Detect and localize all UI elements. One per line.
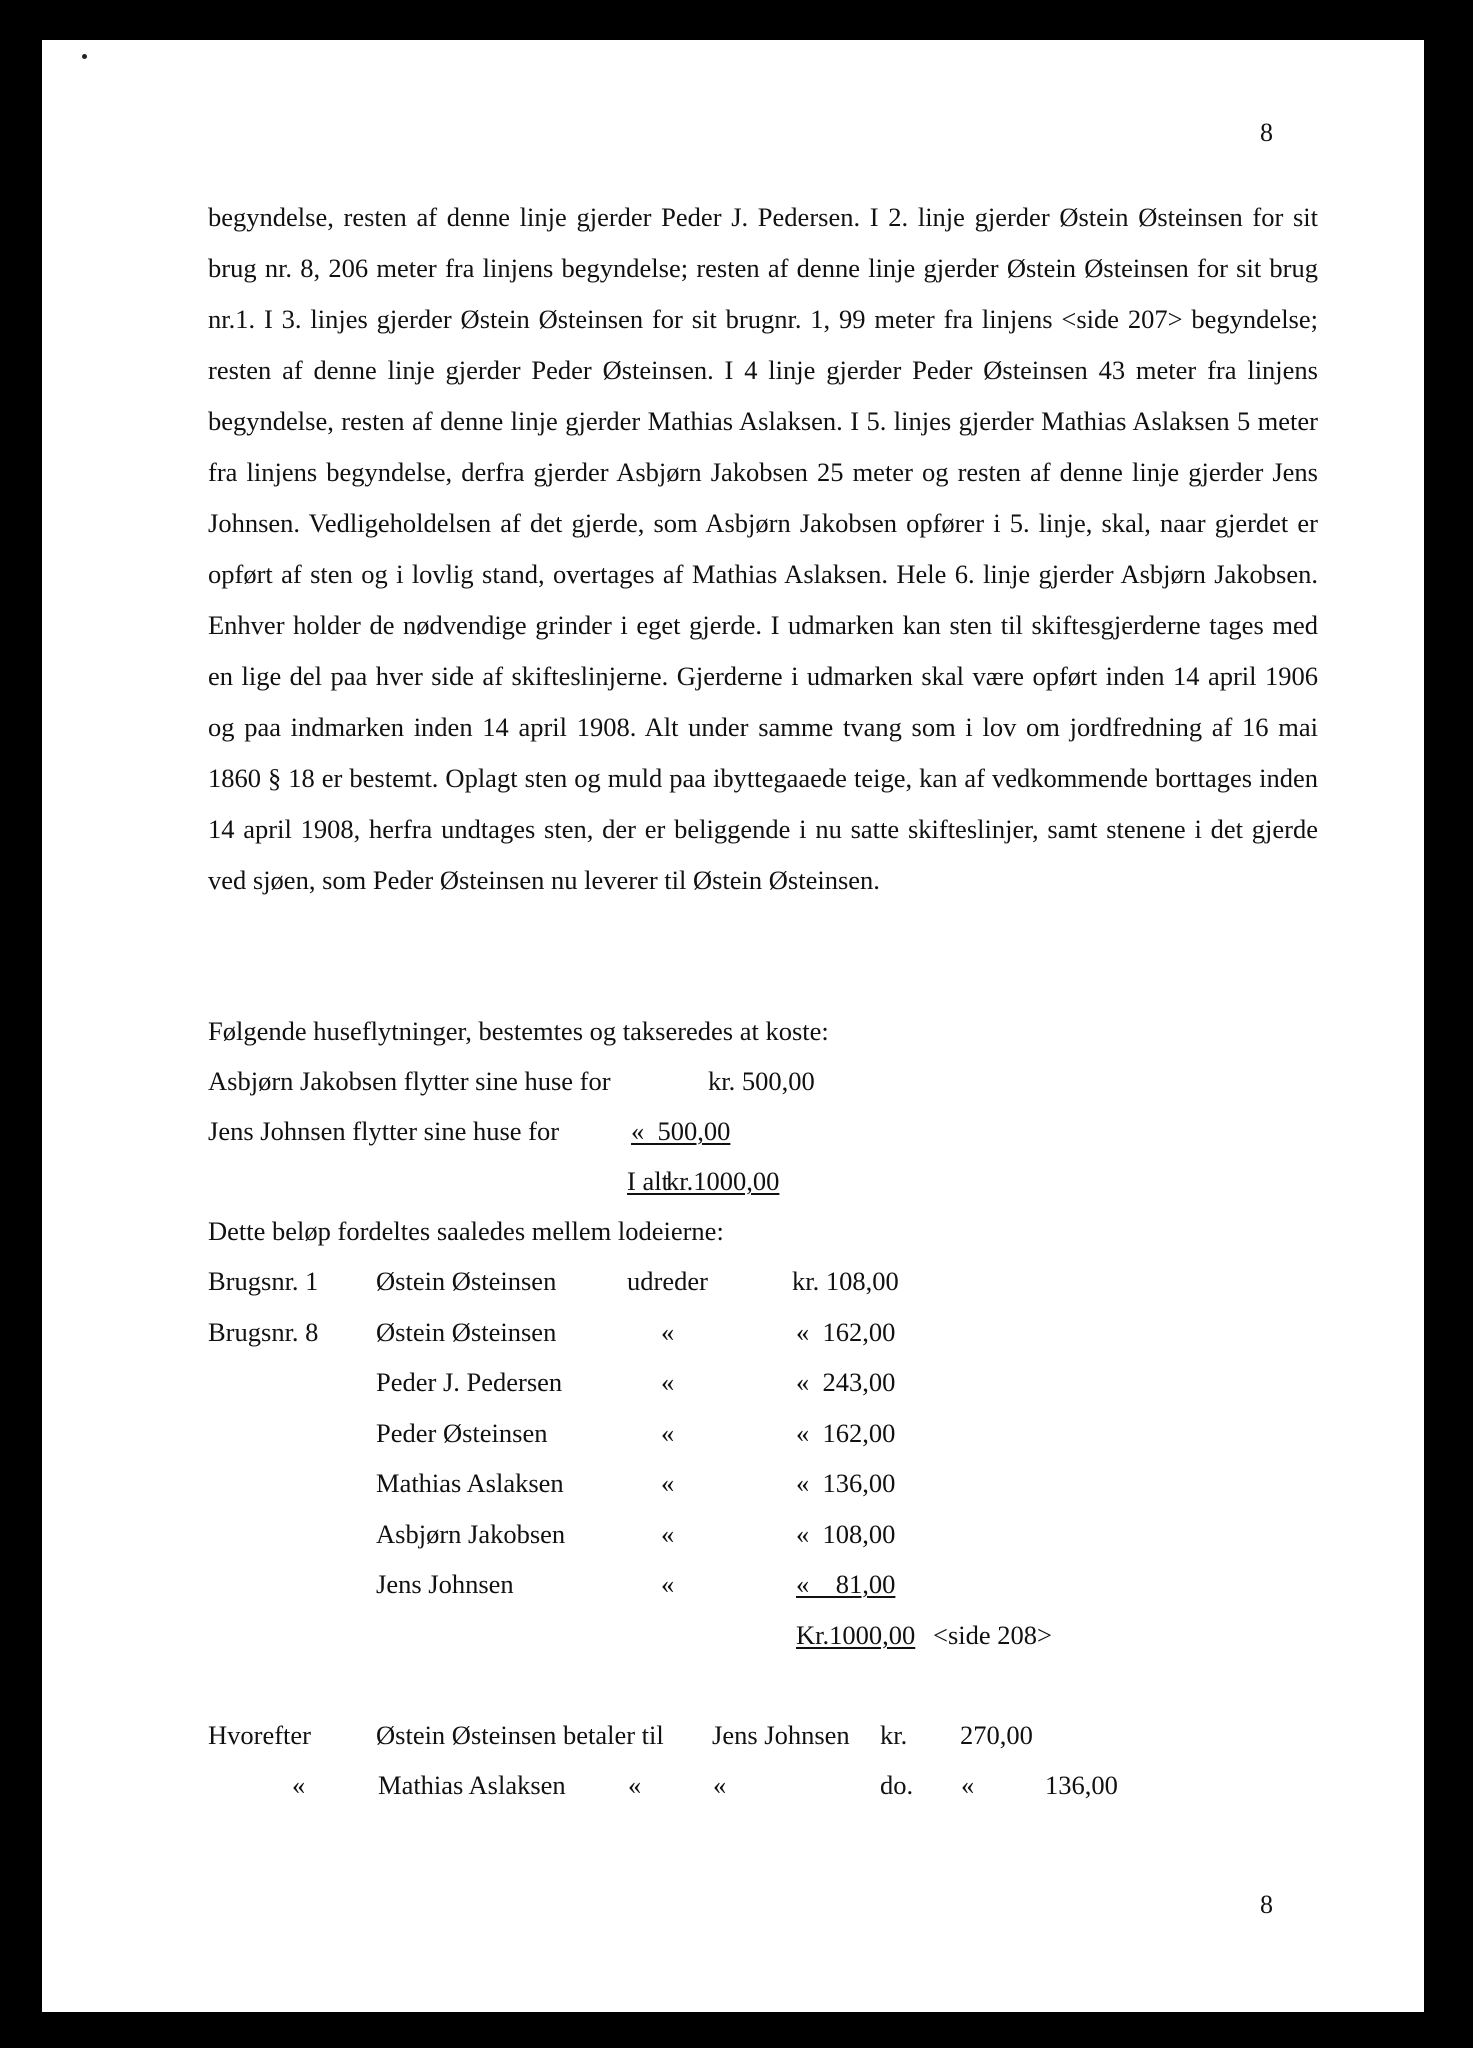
distribution-total: Kr.1000,00 [796,1620,916,1650]
page-number-bottom: 8 [1260,1890,1273,1919]
ditto-mark: « [961,1770,975,1800]
owner-verb: udreder [627,1266,708,1296]
payment-payee: Jens Johnsen [712,1720,850,1750]
owner-amount: « 162,00 [796,1317,896,1347]
owner-name: Peder Østeinsen [376,1418,548,1448]
payment-payer: Østein Østeinsen betaler til [376,1720,664,1750]
distribution-heading: Dette beløp fordeltes saaledes mellem lodeierne: [208,1216,724,1246]
owner-name: Østein Østeinsen [376,1317,557,1347]
brug-label: Brugsnr. 8 [208,1317,319,1347]
owner-name: Peder J. Pedersen [376,1367,563,1397]
owner-amount: « 162,00 [796,1418,896,1448]
moving-item-amount: « 500,00 [631,1116,731,1146]
payment-amount: 270,00 [960,1720,1033,1750]
moving-item-text: Jens Johnsen flytter sine huse for [208,1116,560,1146]
payment-payer: Mathias Aslaksen [378,1770,566,1800]
payment-amount: 136,00 [1045,1770,1118,1800]
owner-amount: « 108,00 [796,1519,896,1549]
owner-verb: « [661,1468,675,1498]
payment-lead: Hvorefter [208,1720,311,1750]
side-reference: <side 208> [933,1620,1052,1650]
moving-total-amount: kr.1000,00 [666,1166,780,1196]
ditto-mark: « [713,1770,727,1800]
payment-unit: kr. [880,1720,908,1750]
owner-name: Jens Johnsen [376,1569,514,1599]
owner-name: Asbjørn Jakobsen [376,1519,566,1549]
brug-label: Brugsnr. 1 [208,1266,319,1296]
owner-amount: kr. 108,00 [792,1266,899,1296]
moving-item-text: Asbjørn Jakobsen flytter sine huse for [208,1066,611,1096]
owner-amount: « 136,00 [796,1468,896,1498]
moving-total-label: I alt [627,1166,669,1196]
payment-lead: « [292,1770,306,1800]
ditto-mark: « [628,1770,642,1800]
payment-unit: do. [880,1770,914,1800]
scan-speck [82,54,87,59]
document-page [42,40,1424,2012]
moving-item-amount: kr. 500,00 [708,1066,815,1096]
moving-heading: Følgende huseflytninger, bestemtes og takseredes at koste: [208,1016,829,1046]
page-number-top: 8 [1260,118,1273,147]
owner-verb: « [661,1317,675,1347]
owner-verb: « [661,1418,675,1448]
body-paragraph: begyndelse, resten af denne linje gjerder Peder J. Pedersen. I 2. linje gjerder Østein Østeinsen for sit brug nr. 8, 206 meter fra linjens begyndelse; resten af denne linje gjerder Østein Østeinsen for sit brug nr.1. I 3. linjes gjerder Østein Østeinsen for sit brugnr. 1, 99 meter fra linjens <side 207> begyndelse; resten af denne linje gjerder Peder Østeinsen. I 4 linje gjerder Peder Østeinsen 43 meter fra linjens begyndelse, resten af denne linje gjerder Mathias Aslaksen. I 5. linjes gjerder Mathias Aslaksen 5 meter fra linjens begyndelse, derfra gjerder Asbjørn Jakobsen 25 meter og resten af denne linje gjerder Jens Johnsen. Vedligeholdelsen af det gjerde, som Asbjørn Jakobsen opfører i 5. linje, skal, naar gjerdet er opført af sten og i lovlig stand, overtages af Mathias Aslaksen. Hele 6. linje gjerder Asbjørn Jakobsen. Enhver holder de nødvendige grinder i eget gjerde. I udmarken kan sten til skiftesgjerderne tages med en lige del paa hver side af skifteslinjerne. Gjerderne i udmarken skal være opført inden 14 april 1906 og paa indmarken inden 14 april 1908. Alt under samme tvang som i lov om jordfredning af 16 mai 1860 § 18 er bestemt. Oplagt sten og muld paa ibyttegaaede teige, kan af vedkommende borttages inden 14 april 1908, herfra undtages sten, der er beliggende i nu satte skifteslinjer, samt stenene i det gjerde ved sjøen, som Peder Østeinsen nu leverer til Østein Østeinsen. [208,202,1318,895]
owner-amount: « 81,00 [796,1569,896,1599]
owner-verb: « [661,1367,675,1397]
owner-verb: « [661,1569,675,1599]
owner-name: Mathias Aslaksen [376,1468,564,1498]
owner-amount: « 243,00 [796,1367,896,1397]
owner-verb: « [661,1519,675,1549]
owner-name: Østein Østeinsen [376,1266,557,1296]
